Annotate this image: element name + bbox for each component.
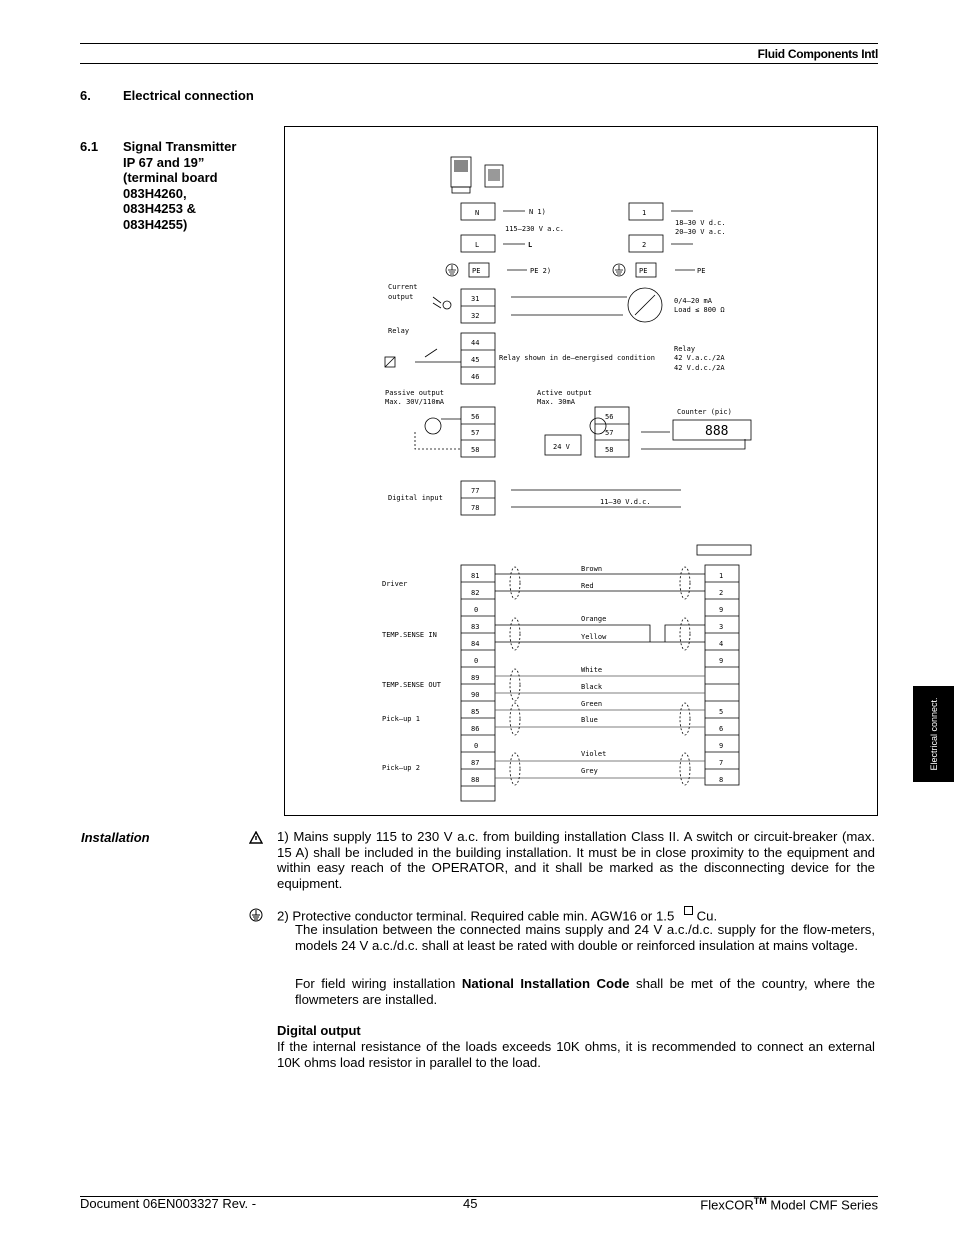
subsection-title-line: 083H4255): [123, 216, 188, 232]
sensor-term-right: 5: [719, 708, 724, 716]
wire-label: Blue: [581, 716, 598, 724]
header-rule-bottom: [80, 63, 878, 64]
sensor-term: 0: [474, 657, 479, 665]
passive-l1: Passive output: [385, 389, 445, 397]
relay-label: Relay: [388, 327, 410, 335]
wire-label: White: [581, 666, 603, 674]
term-44: 44: [471, 339, 480, 347]
sensor-term-right: 9: [719, 657, 724, 665]
subsection-title-line: 083H4253 &: [123, 201, 196, 217]
sensor-term: 83: [471, 623, 480, 631]
wire-label: Red: [581, 582, 594, 590]
digital-output-text: If the internal resistance of the loads exceeds 10K ohms, it is recommended to connect an external 10K ohms load resistor in parallel to the load.: [277, 1039, 875, 1070]
installation-item-1: 1) Mains supply 115 to 230 V a.c. from building installation Class II. A switch or circuit-breaker (max. 15 A) shall be included in the building installation. It must be in close proximity to the equipment and within easy reach of the OPERATOR, and it shall be marked as the disconnecting device for the equipment.: [277, 829, 875, 891]
field-bold: National Installation Code: [461, 976, 630, 991]
wire-label: Yellow: [581, 633, 607, 641]
sensor-term-right: 8: [719, 776, 724, 784]
field-pre: For field wiring installation: [295, 976, 462, 991]
active-l1: Active output: [537, 389, 592, 397]
footer-model: Model CMF Series: [766, 1197, 878, 1213]
sensor-term-right: 2: [719, 589, 724, 597]
passive-l2: Max. 30V/110mA: [385, 398, 445, 406]
digital-label: Digital input: [388, 494, 443, 502]
installation-item-2-detail: The insulation between the connected mains supply and 24 V a.c./d.c. supply for the flow-meters, models 24 V a.c./d.c. shall at least be rated with double or reinforced insulation at mains voltage.: [295, 922, 875, 953]
group-label: Pick–up 2: [382, 764, 420, 772]
transmitter-icon: [451, 157, 503, 193]
subsection-title-line: Signal Transmitter: [123, 139, 237, 154]
active-58: 58: [605, 446, 614, 454]
sensor-term-right: 3: [719, 623, 724, 631]
group-label: Pick–up 1: [382, 715, 420, 723]
group-label: Driver: [382, 580, 408, 588]
wire-label: Grey: [581, 767, 598, 775]
passive-56: 56: [471, 413, 480, 421]
sensor-term: 86: [471, 725, 480, 733]
sensor-term: 0: [474, 606, 479, 614]
sensor-term: 87: [471, 759, 480, 767]
term-l: L: [475, 241, 480, 249]
current-label-2: output: [388, 293, 414, 301]
relay-r3: 42 V.d.c./2A: [674, 364, 725, 372]
term-78: 78: [471, 504, 480, 512]
section-title: Electrical connection: [123, 88, 254, 103]
pe-box-right: PE: [639, 267, 648, 275]
sensor-term: 88: [471, 776, 480, 784]
sensor-term: 84: [471, 640, 480, 648]
counter-digits: 888: [705, 424, 729, 439]
sensor-term-right: 9: [719, 606, 724, 614]
section-number: 6.: [80, 88, 91, 103]
subsection-title: [123, 139, 236, 233]
wire-label: Black: [581, 683, 603, 691]
sensor-term-right: 6: [719, 725, 724, 733]
relay-r2: 42 V.a.c./2A: [674, 354, 725, 362]
field-post: shall be met of the country, where the flowmeters are installed.: [295, 976, 875, 1007]
header-rule-top: [80, 43, 878, 44]
term-2: 2: [642, 241, 647, 249]
sensor-term: 82: [471, 589, 480, 597]
installation-label: Installation: [81, 830, 150, 845]
footer-product: [700, 1196, 878, 1212]
field-wiring-note: [295, 976, 875, 1007]
pe-box-left: PE: [472, 267, 481, 275]
relay-r1: Relay: [674, 345, 696, 353]
active-57: 57: [605, 429, 614, 437]
passive-57: 57: [471, 429, 480, 437]
term-n: N: [475, 209, 480, 217]
sensor-term-right: 4: [719, 640, 724, 648]
wire-label: Green: [581, 700, 603, 708]
footer-doc: Document 06EN003327 Rev. -: [80, 1196, 257, 1211]
wire-label: Orange: [581, 615, 607, 623]
term-46: 46: [471, 373, 480, 381]
side-tab: [913, 686, 954, 782]
wire-label: Brown: [581, 565, 603, 573]
side-tab-label: Electrical connect.: [928, 697, 939, 771]
footer-tm: TM: [753, 1196, 767, 1206]
group-label: TEMP.SENSE OUT: [382, 681, 442, 689]
subsection-title-line: 083H4260,: [123, 185, 187, 201]
current-ma: 0/4–20 mA: [674, 297, 712, 305]
term-31: 31: [471, 295, 480, 303]
sensor-term: 0: [474, 742, 479, 750]
relay-shown: Relay shown in de–energised condition: [499, 354, 655, 362]
term-32: 32: [471, 312, 480, 320]
dc-note-2: 20–30 V a.c.: [675, 228, 726, 236]
mains-note-ac: 115–230 V a.c.: [505, 225, 565, 233]
subsection-title-line: (terminal board: [123, 170, 218, 186]
footer-page: 45: [463, 1196, 478, 1211]
sensor-term-right: 9: [719, 742, 724, 750]
mains-note-l: L: [528, 241, 533, 249]
mains-note-n: N 1): [529, 208, 546, 216]
counter-label: Counter (pic): [677, 408, 732, 416]
sensor-term-right: 7: [719, 759, 724, 767]
passive-58: 58: [471, 446, 480, 454]
sensor-term: 89: [471, 674, 480, 682]
active-v: 24 V: [553, 443, 570, 451]
pe-label-left: PE 2): [530, 267, 552, 275]
subsection-title-line: IP 67 and 19”: [123, 154, 205, 170]
current-label-1: Current: [388, 283, 418, 291]
term-77: 77: [471, 487, 480, 495]
warning-icon: [249, 831, 263, 849]
active-56: 56: [605, 413, 614, 421]
item2-text-b: Cu.: [696, 908, 718, 924]
sensor-term-right: 1: [719, 572, 724, 580]
term-45: 45: [471, 356, 480, 364]
active-l2: Max. 30mA: [537, 398, 575, 406]
item2-text-a: 2) Protective conductor terminal. Required cable min. AGW16 or 1.5: [277, 908, 675, 924]
group-label: TEMP.SENSE IN: [382, 631, 437, 639]
ground-icon: [249, 908, 263, 927]
footer-product-name: FlexCOR: [700, 1197, 754, 1213]
term-1: 1: [642, 209, 647, 217]
sensor-term: 90: [471, 691, 480, 699]
wiring-diagram: [284, 126, 878, 816]
mm2-box-icon: [684, 906, 693, 915]
subsection-number: 6.1: [80, 139, 99, 154]
digital-v: 11–30 V.d.c.: [600, 498, 651, 506]
sensor-term: 85: [471, 708, 480, 716]
pe-label-right: PE: [697, 267, 706, 275]
company-name: Fluid Components Intl: [757, 47, 878, 61]
dc-note-1: 18–30 V d.c.: [675, 219, 726, 227]
sensor-term: 81: [471, 572, 480, 580]
wire-label: Violet: [581, 750, 607, 758]
digital-output-title: Digital output: [277, 1023, 361, 1038]
current-load: Load ≤ 800 Ω: [674, 306, 725, 314]
